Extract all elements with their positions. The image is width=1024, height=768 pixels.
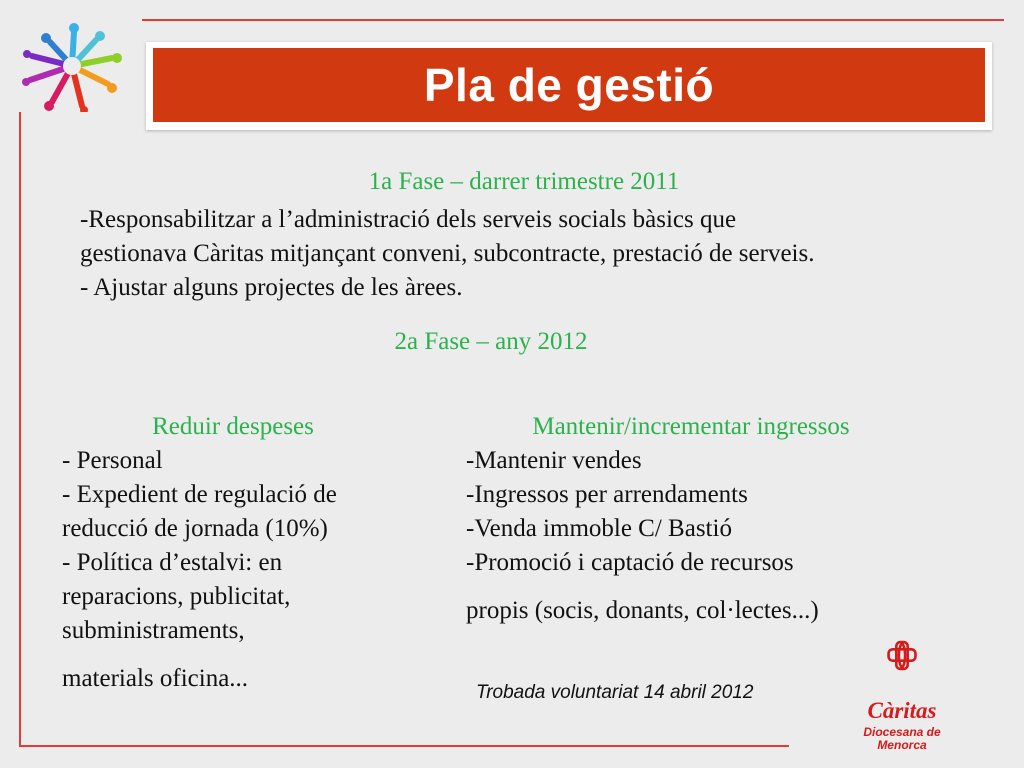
phase1-line: gestionava Càritas mitjançant conveni, subcontracte, prestació de serveis. — [80, 240, 815, 267]
caritas-subtitle-line-1: Diocesana de — [863, 725, 941, 739]
increase-income-heading: Mantenir/incrementar ingressos — [532, 413, 850, 440]
increase-income-column — [466, 410, 936, 628]
phase1-heading: 1a Fase – darrer trimestre 2011 — [368, 168, 680, 195]
caritas-subtitle-line-2: Menorca — [877, 738, 927, 752]
income-line: -Venda immoble C/ Bastió — [466, 515, 732, 542]
income-line: -Ingressos per arrendaments — [466, 481, 748, 508]
expense-line-last: materials oficina... — [62, 665, 249, 692]
phase2-heading: 2a Fase – any 2012 — [394, 328, 588, 355]
top-rule — [142, 19, 1004, 21]
caritas-subtitle — [836, 726, 968, 752]
phase1-line: - Ajustar alguns projectes de les àrees. — [80, 274, 463, 301]
expense-line: - Política d’estalvi: en — [62, 549, 283, 576]
reduce-expenses-column — [62, 410, 422, 696]
expense-line: - Expedient de regulació de — [62, 481, 337, 508]
phase1-line: -Responsabilitzar a l’administració dels serveis socials bàsics que — [80, 206, 737, 233]
expense-line: - Personal — [62, 447, 163, 474]
expense-line: reparacions, publicitat, — [62, 583, 291, 610]
income-line: -Promoció i captació de recursos — [466, 549, 794, 576]
phase1-body — [80, 203, 1000, 305]
caritas-cross-logo-icon — [842, 640, 962, 700]
title-bar — [153, 48, 985, 122]
slide-title: Pla de gestió — [423, 59, 715, 111]
expense-line: subministraments, — [62, 617, 245, 644]
people-circle-logo-icon — [22, 22, 122, 112]
left-rule — [19, 112, 21, 746]
bottom-rule — [19, 745, 789, 747]
caritas-name: Càritas — [867, 698, 937, 723]
reduce-expenses-heading: Reduir despeses — [152, 413, 314, 440]
income-line: -Mantenir vendes — [466, 447, 642, 474]
income-line-last: propis (socis, donants, col·lectes...) — [466, 597, 819, 624]
expense-line: reducció de jornada (10%) — [62, 515, 328, 542]
footer-note: Trobada voluntariat 14 abril 2012 — [476, 682, 754, 703]
